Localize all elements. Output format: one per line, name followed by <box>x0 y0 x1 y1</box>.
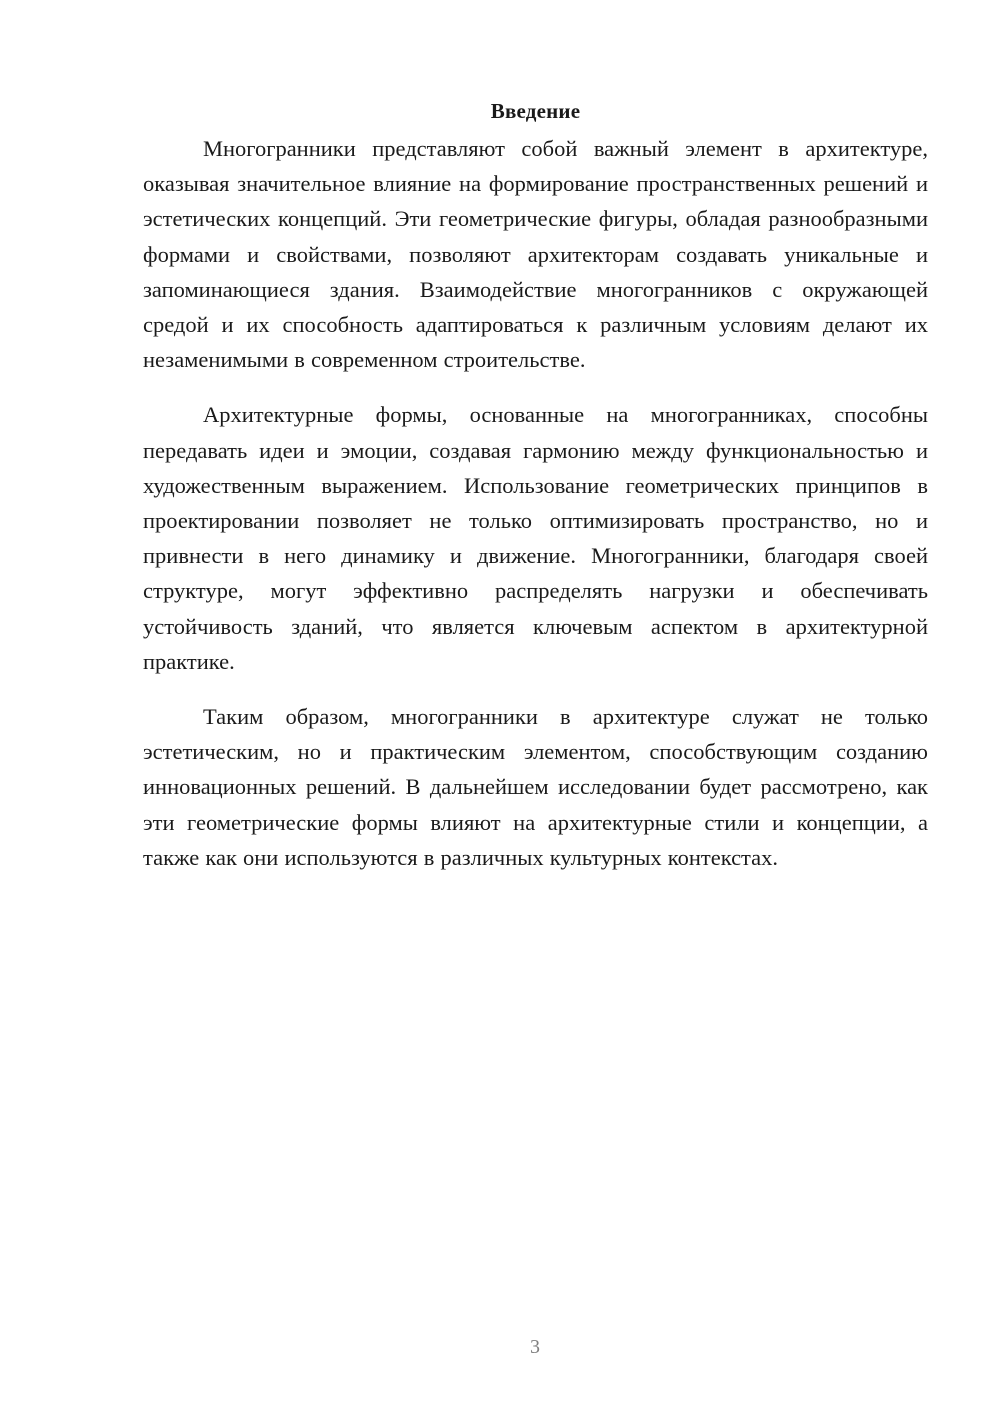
paragraph-2: Архитектурные формы, основанные на многогранниках, способны передавать идеи и эмоции, создавая гармонию между функциональностью и художественным выражением. Использование геометрических принципов в проектировании позволяет не только оптимизировать пространство, но и привнести в него динамику и движение. Многогранники, благодаря своей структуре, могут эффективно распределять нагрузки и обеспечивать устойчивость зданий, что является ключевым аспектом в архитектурной практике. <box>143 402 928 674</box>
page-number: 3 <box>530 1336 540 1358</box>
paragraph-3: Таким образом, многогранники в архитектуре служат не только эстетическим, но и практическим элементом, способствующим созданию инновационных решений. В дальнейшем исследовании будет рассмотрено, как эти геометрические формы влияют на архитектурные стили и концепции, а также как они используются в различных культурных контекстах. <box>143 704 928 870</box>
paragraph-1: Многогранники представляют собой важный элемент в архитектуре, оказывая значительное влияние на формирование пространственных решений и эстетических концепций. Эти геометрические фигуры, обладая разнообразными формами и свойствами, позволяют архитекторам создавать уникальные и запоминающиеся здания. Взаимодействие многогранников с окружающей средой и их способность адаптироваться к различным условиям делают их незаменимыми в современном строительстве. <box>143 136 928 373</box>
section-heading: Введение <box>490 99 581 123</box>
page-content <box>143 96 928 895</box>
